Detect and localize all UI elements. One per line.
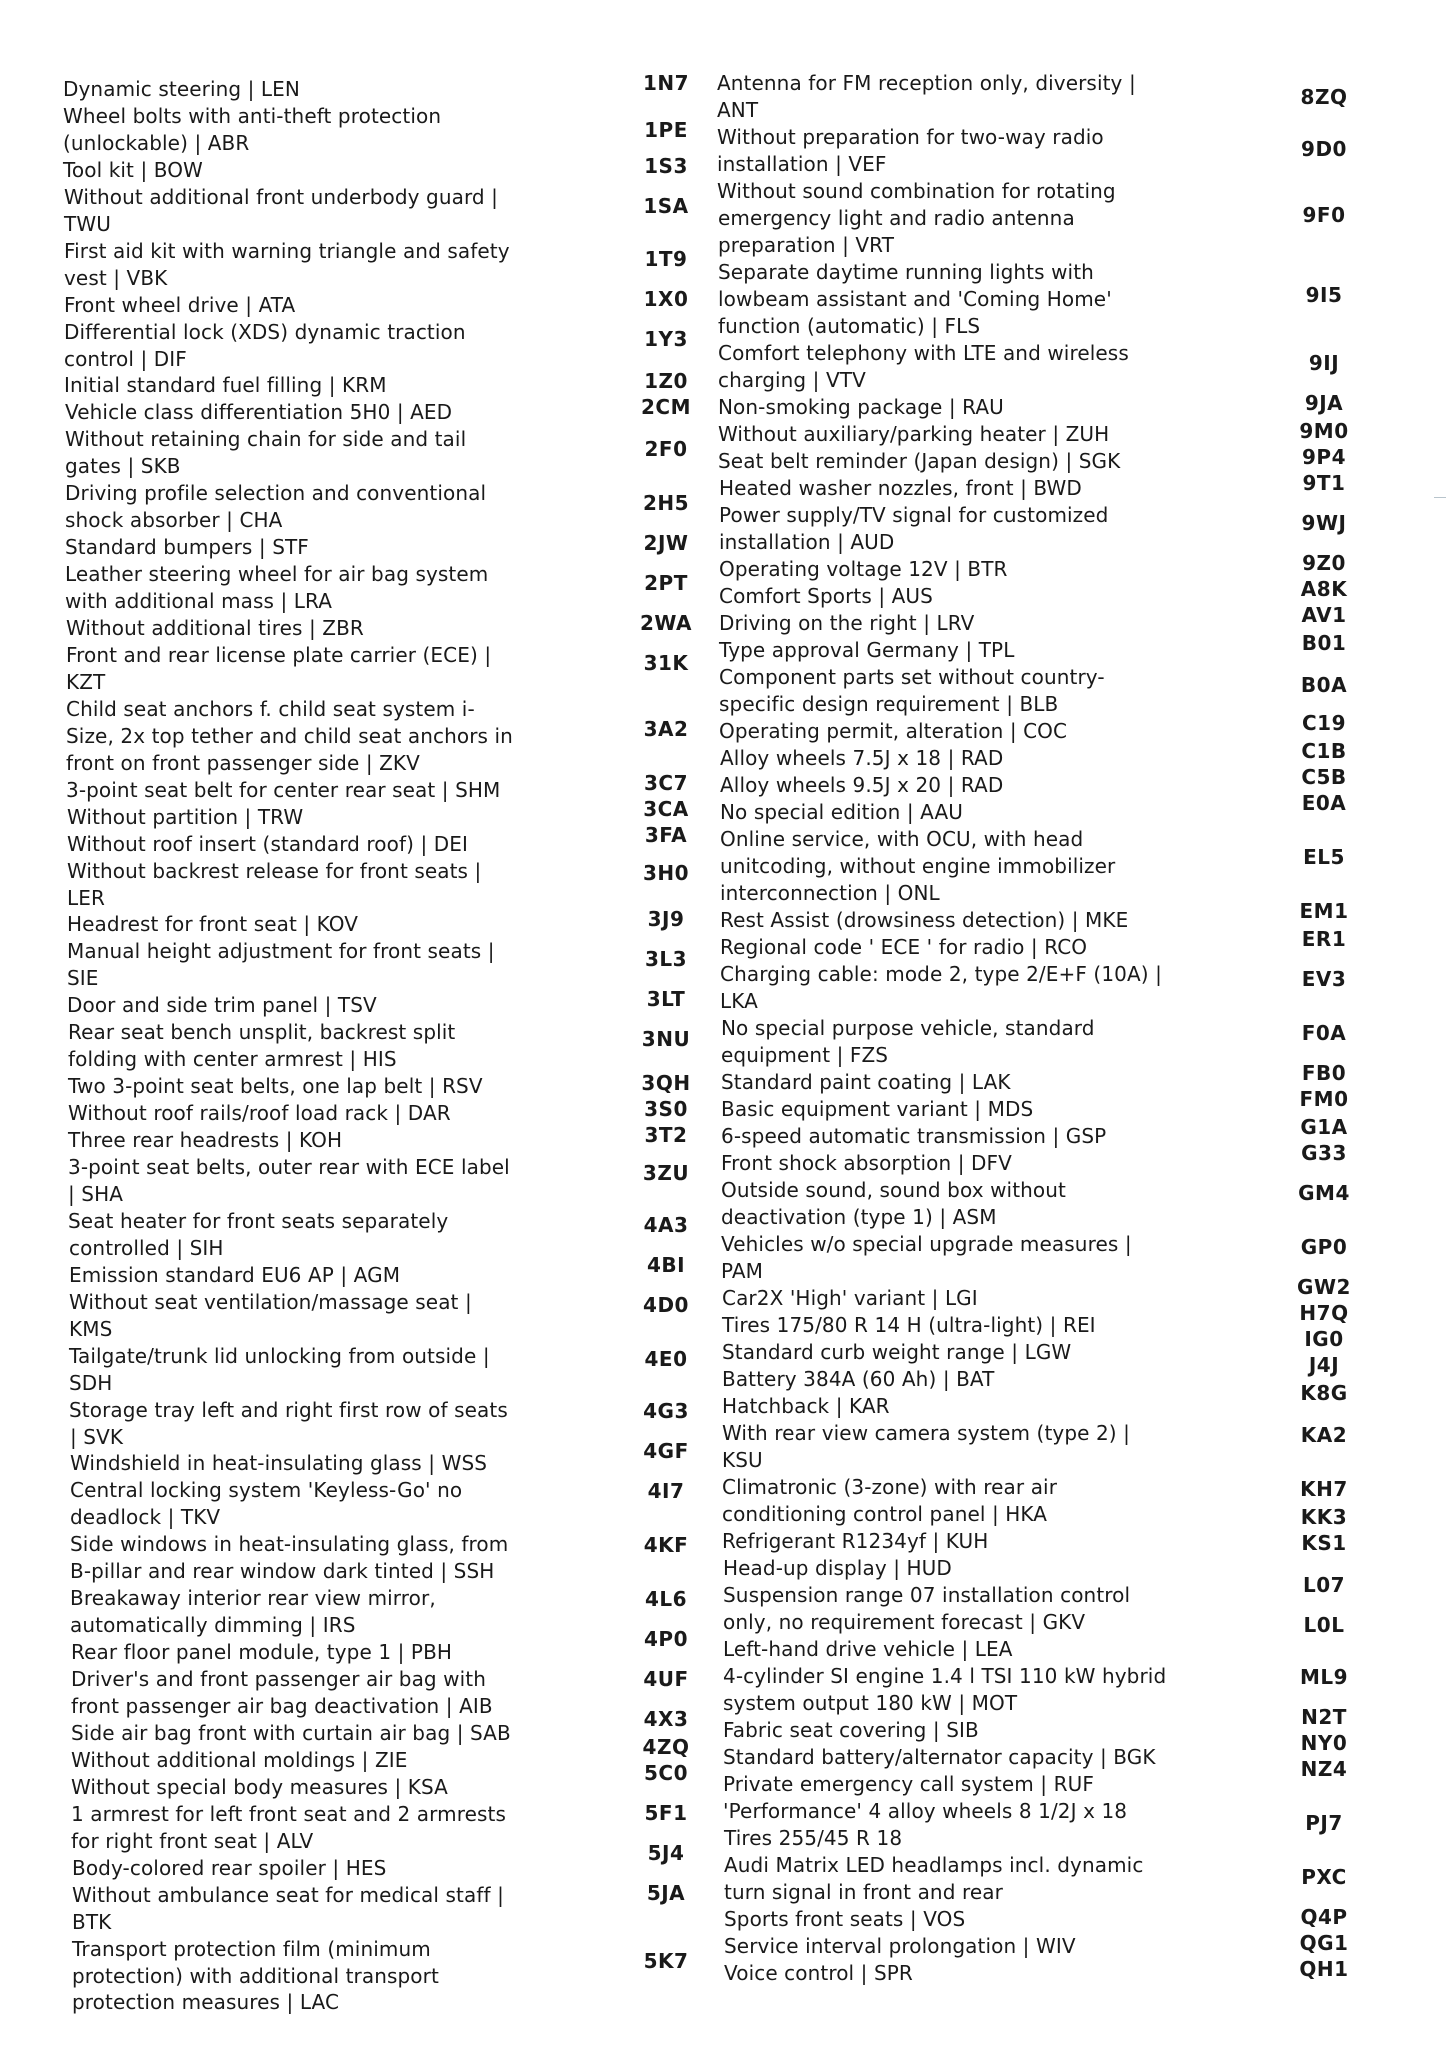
description-line: Headrest for front seat | KOV: [67, 912, 359, 936]
description-line: Suspension range 07 installation control: [723, 1583, 1131, 1607]
description-line: Side windows in heat-insulating glass, from: [70, 1532, 509, 1556]
option-code: 3L3: [644, 947, 688, 971]
option-code: NZ4: [1300, 1757, 1348, 1781]
description-line: Climatronic (3-zone) with rear air: [722, 1475, 1058, 1499]
description-line: Without preparation for two-way radio: [717, 125, 1104, 149]
description-line: Body-colored rear spoiler | HES: [72, 1856, 387, 1880]
option-code: 9JA: [1304, 391, 1344, 415]
option-code: Q4P: [1300, 1905, 1348, 1929]
description-line: (unlockable) | ABR: [63, 131, 250, 155]
option-code: NY0: [1300, 1731, 1348, 1755]
description-line: Breakaway interior rear view mirror,: [70, 1586, 436, 1610]
description-line: front on front passenger side | ZKV: [66, 751, 420, 775]
description-line: 4-cylinder SI engine 1.4 l TSI 110 kW hybrid: [723, 1664, 1167, 1688]
option-code: 4G3: [643, 1399, 689, 1423]
option-code: 9F0: [1302, 203, 1346, 227]
description-line: LER: [67, 886, 105, 910]
option-code: 1SA: [643, 194, 689, 218]
description-line: Online service, with OCU, with head: [720, 827, 1084, 851]
option-code: C19: [1301, 711, 1346, 735]
option-code: 3QH: [641, 1071, 691, 1095]
description-line: Standard bumpers | STF: [65, 535, 309, 559]
description-line: Operating voltage 12V | BTR: [719, 557, 1008, 581]
option-code: KH7: [1300, 1477, 1348, 1501]
option-code: FM0: [1299, 1087, 1349, 1111]
description-line: Without roof insert (standard roof) | DEI: [67, 832, 469, 856]
option-code: ER1: [1301, 927, 1347, 951]
description-line: Left-hand drive vehicle | LEA: [723, 1637, 1013, 1661]
option-code: 2H5: [642, 491, 690, 515]
description-line: folding with center armrest | HIS: [68, 1047, 397, 1071]
description-line: Component parts set without country-: [719, 665, 1105, 689]
description-line: Size, 2x top tether and child seat anchors in: [66, 724, 513, 748]
description-line: Rear seat bench unsplit, backrest split: [68, 1020, 456, 1044]
option-code: F0A: [1301, 1021, 1347, 1045]
description-line: Vehicle class differentiation 5H0 | AED: [65, 400, 453, 424]
description-line: installation | VEF: [717, 152, 887, 176]
description-line: Heated washer nozzles, front | BWD: [719, 476, 1082, 500]
option-code: 4KF: [643, 1533, 689, 1557]
description-line: Car2X 'High' variant | LGI: [722, 1286, 978, 1310]
option-code: KK3: [1300, 1505, 1348, 1529]
description-line: Front shock absorption | DFV: [721, 1151, 1012, 1175]
description-line: Outside sound, sound box without: [721, 1178, 1066, 1202]
description-line: KSU: [722, 1448, 763, 1472]
description-line: Sports front seats | VOS: [724, 1907, 966, 1931]
description-line: Standard battery/alternator capacity | BGK: [723, 1745, 1156, 1769]
option-code: 5J4: [647, 1841, 685, 1865]
description-line: Standard paint coating | LAK: [721, 1070, 1011, 1094]
description-line: preparation | VRT: [718, 233, 895, 257]
description-line: for right front seat | ALV: [71, 1829, 314, 1853]
option-code: 3T2: [644, 1123, 688, 1147]
description-line: Private emergency call system | RUF: [723, 1772, 1094, 1796]
description-line: vest | VBK: [64, 266, 168, 290]
option-code: AV1: [1301, 603, 1347, 627]
option-code: L0L: [1303, 1613, 1345, 1637]
description-line: Door and side trim panel | TSV: [67, 993, 377, 1017]
description-line: Tool kit | BOW: [63, 158, 203, 182]
description-line: Separate daytime running lights with: [718, 260, 1094, 284]
description-line: Driver's and front passenger air bag with: [71, 1667, 487, 1691]
description-line: 1 armrest for left front seat and 2 armrests: [71, 1802, 506, 1826]
description-line: Regional code ' ECE ' for radio | RCO: [720, 935, 1088, 959]
option-code: KS1: [1301, 1531, 1347, 1555]
description-line: With rear view camera system (type 2) |: [722, 1421, 1131, 1445]
description-line: PAM: [721, 1259, 764, 1283]
option-code: G33: [1301, 1141, 1347, 1165]
description-line: 3-point seat belt for center rear seat | SHM: [66, 778, 501, 802]
description-line: deadlock | TKV: [70, 1505, 221, 1529]
option-code: 2F0: [644, 437, 688, 461]
description-line: deactivation (type 1) | ASM: [721, 1205, 997, 1229]
description-line: Without auxiliary/parking heater | ZUH: [718, 422, 1110, 446]
description-line: Wheel bolts with anti-theft protection: [63, 104, 442, 128]
description-line: Without additional moldings | ZIE: [71, 1748, 408, 1772]
description-line: Basic equipment variant | MDS: [721, 1097, 1034, 1121]
option-code: 2CM: [641, 395, 691, 419]
option-code: 5F1: [644, 1801, 688, 1825]
description-line: KZT: [66, 670, 106, 694]
description-line: Without roof rails/roof load rack | DAR: [68, 1101, 451, 1125]
description-line: Without additional tires | ZBR: [66, 616, 364, 640]
description-line: Comfort telephony with LTE and wireless: [718, 341, 1129, 365]
description-line: conditioning control panel | HKA: [722, 1502, 1048, 1526]
description-line: Manual height adjustment for front seats |: [67, 939, 495, 963]
option-code: B01: [1301, 631, 1347, 655]
description-line: Without sound combination for rotating: [717, 179, 1116, 203]
option-code: 9M0: [1299, 419, 1349, 443]
description-line: Initial standard fuel filling | KRM: [64, 373, 387, 397]
option-code: 4D0: [643, 1293, 689, 1317]
description-line: automatically dimming | IRS: [70, 1613, 356, 1637]
description-line: interconnection | ONL: [720, 881, 940, 905]
description-line: with additional mass | LRA: [65, 589, 333, 613]
description-line: Tires 255/45 R 18: [724, 1826, 903, 1850]
description-line: Rear floor panel module, type 1 | PBH: [71, 1640, 453, 1664]
description-line: Front wheel drive | ATA: [64, 293, 296, 317]
description-line: Without backrest release for front seats |: [67, 859, 482, 883]
option-code: 1T9: [644, 247, 688, 271]
description-line: Without ambulance seat for medical staff |: [72, 1883, 504, 1907]
option-code: PXC: [1301, 1865, 1347, 1889]
option-code: 9P4: [1302, 445, 1346, 469]
description-line: Alloy wheels 9.5J x 20 | RAD: [720, 773, 1004, 797]
description-line: Fabric seat covering | SIB: [723, 1718, 979, 1742]
description-line: Service interval prolongation | WIV: [724, 1934, 1076, 1958]
option-code: 3C7: [643, 771, 688, 795]
description-line: B-pillar and rear window dark tinted | SSH: [70, 1559, 495, 1583]
option-code: ML9: [1299, 1665, 1349, 1689]
option-code: 3LT: [646, 987, 686, 1011]
option-code: 3J9: [647, 907, 685, 931]
option-code: 4P0: [644, 1627, 688, 1651]
option-code: 9D0: [1301, 137, 1347, 161]
description-line: | SHA: [68, 1182, 124, 1206]
description-line: Alloy wheels 7.5J x 18 | RAD: [720, 746, 1004, 770]
option-code: 9I5: [1305, 283, 1343, 307]
description-line: Tires 175/80 R 14 H (ultra-light) | REI: [722, 1313, 1096, 1337]
description-line: Seat heater for front seats separately: [68, 1209, 449, 1233]
option-code: J4J: [1308, 1353, 1340, 1377]
description-line: equipment | FZS: [721, 1043, 889, 1067]
option-code: 2JW: [643, 531, 689, 555]
option-code: QH1: [1299, 1957, 1349, 1981]
description-line: Tailgate/trunk lid unlocking from outside |: [69, 1344, 490, 1368]
description-line: Comfort Sports | AUS: [719, 584, 933, 608]
description-line: Differential lock (XDS) dynamic traction: [64, 320, 466, 344]
option-code: C5B: [1301, 765, 1347, 789]
option-code: C1B: [1301, 739, 1347, 763]
description-line: charging | VTV: [718, 368, 866, 392]
option-code: 4ZQ: [642, 1735, 690, 1759]
description-line: Without retaining chain for side and tail: [65, 427, 467, 451]
description-line: Three rear headrests | KOH: [68, 1128, 343, 1152]
description-line: function (automatic) | FLS: [718, 314, 981, 338]
option-code: 3FA: [644, 823, 688, 847]
option-code: 2PT: [644, 571, 688, 595]
option-code: 5JA: [646, 1881, 686, 1905]
option-code: 4GF: [643, 1439, 689, 1463]
option-code: EV3: [1301, 967, 1347, 991]
option-code: GP0: [1300, 1235, 1348, 1259]
description-line: Operating permit, alteration | COC: [719, 719, 1068, 743]
description-line: Vehicles w/o special upgrade measures |: [721, 1232, 1132, 1256]
description-line: turn signal in front and rear: [724, 1880, 1003, 1904]
description-line: emergency light and radio antenna: [718, 206, 1075, 230]
option-code: 4X3: [643, 1707, 689, 1731]
option-code: 1X0: [643, 287, 689, 311]
description-line: | SVK: [70, 1425, 124, 1449]
option-code: 9WJ: [1301, 511, 1347, 535]
description-line: Refrigerant R1234yf | KUH: [722, 1529, 989, 1553]
description-line: Driving on the right | LRV: [719, 611, 975, 635]
description-line: Without additional front underbody guard |: [64, 185, 499, 209]
description-line: Storage tray left and right first row of seats: [69, 1398, 508, 1422]
description-line: Without seat ventilation/massage seat |: [69, 1290, 472, 1314]
description-line: Hatchback | KAR: [722, 1394, 890, 1418]
description-line: specific design requirement | BLB: [719, 692, 1059, 716]
description-line: Battery 384A (60 Ah) | BAT: [722, 1367, 995, 1391]
description-line: lowbeam assistant and 'Coming Home': [718, 287, 1112, 311]
description-line: only, no requirement forecast | GKV: [723, 1610, 1086, 1634]
option-code: EL5: [1303, 845, 1345, 869]
option-code: B0A: [1300, 673, 1348, 697]
option-code: 4E0: [644, 1347, 688, 1371]
description-line: shock absorber | CHA: [65, 508, 283, 532]
option-code: 9IJ: [1308, 351, 1340, 375]
option-code: 1Z0: [644, 369, 688, 393]
description-line: gates | SKB: [65, 454, 181, 478]
description-line: Standard curb weight range | LGW: [722, 1340, 1072, 1364]
description-line: unitcoding, without engine immobilizer: [720, 854, 1116, 878]
description-line: Power supply/TV signal for customized: [719, 503, 1109, 527]
description-line: Head-up display | HUD: [723, 1556, 952, 1580]
description-line: Non-smoking package | RAU: [718, 395, 1004, 419]
description-line: Audi Matrix LED headlamps incl. dynamic: [724, 1853, 1144, 1877]
description-line: Emission standard EU6 AP | AGM: [69, 1263, 401, 1287]
description-line: Central locking system 'Keyless-Go' no: [70, 1478, 463, 1502]
description-line: No special edition | AAU: [720, 800, 963, 824]
option-code: 5C0: [643, 1761, 688, 1785]
option-code: N2T: [1301, 1705, 1347, 1729]
option-code: IG0: [1304, 1327, 1344, 1351]
description-line: 6-speed automatic transmission | GSP: [721, 1124, 1107, 1148]
option-code: 9Z0: [1302, 551, 1346, 575]
option-code: 3ZU: [642, 1161, 690, 1185]
description-line: Charging cable: mode 2, type 2/E+F (10A) |: [720, 962, 1162, 986]
description-line: SDH: [69, 1371, 113, 1395]
option-code: E0A: [1301, 791, 1347, 815]
description-line: Front and rear license plate carrier (ECE) |: [66, 643, 492, 667]
option-code: 4BI: [646, 1253, 686, 1277]
option-code: 4A3: [643, 1213, 689, 1237]
description-line: protection measures | LAC: [72, 1990, 340, 2014]
option-code: KA2: [1300, 1423, 1348, 1447]
description-line: KMS: [69, 1317, 113, 1341]
option-code: 1N7: [642, 71, 690, 95]
description-line: Antenna for FM reception only, diversity |: [717, 71, 1136, 95]
description-line: installation | AUD: [719, 530, 895, 554]
description-line: Transport protection film (minimum: [72, 1937, 431, 1961]
description-line: Windshield in heat-insulating glass | WSS: [70, 1451, 488, 1475]
description-line: controlled | SIH: [69, 1236, 224, 1260]
description-line: Side air bag front with curtain air bag | SAB: [71, 1721, 511, 1745]
description-line: ANT: [717, 98, 759, 122]
option-code: 5K7: [643, 1949, 689, 1973]
description-line: Child seat anchors f. child seat system i-: [66, 697, 475, 721]
option-code: GM4: [1298, 1181, 1350, 1205]
option-code: 9T1: [1302, 471, 1346, 495]
description-line: Leather steering wheel for air bag system: [65, 562, 489, 586]
option-code: G1A: [1300, 1115, 1348, 1139]
description-line: TWU: [64, 212, 111, 236]
option-code: EM1: [1299, 899, 1349, 923]
option-code: 3H0: [642, 861, 690, 885]
option-code: 4L6: [644, 1587, 688, 1611]
description-line: LKA: [720, 989, 758, 1013]
option-code: L07: [1302, 1573, 1346, 1597]
description-line: control | DIF: [64, 347, 187, 371]
description-line: Driving profile selection and conventional: [65, 481, 487, 505]
option-code: 8ZQ: [1300, 85, 1348, 109]
option-code: H7Q: [1299, 1301, 1349, 1325]
description-line: Without partition | TRW: [67, 805, 304, 829]
description-line: BTK: [72, 1910, 112, 1934]
option-code: PJ7: [1305, 1811, 1343, 1835]
option-code: A8K: [1300, 577, 1348, 601]
description-line: protection) with additional transport: [72, 1964, 439, 1988]
option-code: GW2: [1297, 1275, 1351, 1299]
description-line: 3-point seat belts, outer rear with ECE label: [68, 1155, 510, 1179]
description-line: First aid kit with warning triangle and safety: [64, 239, 510, 263]
option-code: 31K: [643, 651, 689, 675]
option-code: 1S3: [644, 154, 688, 178]
option-code: 1Y3: [644, 327, 688, 351]
option-code: 3A2: [643, 717, 689, 741]
scan-edge-mark: [1434, 497, 1446, 498]
description-line: Voice control | SPR: [724, 1961, 913, 1985]
description-line: Dynamic steering | LEN: [63, 77, 300, 101]
option-code: 3S0: [644, 1097, 688, 1121]
option-code: QG1: [1299, 1931, 1349, 1955]
description-line: Two 3-point seat belts, one lap belt | RSV: [68, 1074, 483, 1098]
option-code: K8G: [1300, 1381, 1348, 1405]
option-code: 2WA: [639, 611, 693, 635]
description-line: front passenger air bag deactivation | AIB: [71, 1694, 493, 1718]
option-code: FB0: [1301, 1061, 1347, 1085]
description-line: system output 180 kW | MOT: [723, 1691, 1018, 1715]
description-line: Rest Assist (drowsiness detection) | MKE: [720, 908, 1129, 932]
option-code: 3CA: [643, 797, 689, 821]
description-line: Seat belt reminder (Japan design) | SGK: [718, 449, 1121, 473]
description-line: No special purpose vehicle, standard: [721, 1016, 1095, 1040]
option-code: 4I7: [647, 1479, 685, 1503]
description-line: Without special body measures | KSA: [71, 1775, 448, 1799]
option-code: 1PE: [644, 118, 688, 142]
description-line: SIE: [67, 966, 99, 990]
description-line: 'Performance' 4 alloy wheels 8 1/2J x 18: [723, 1799, 1128, 1823]
option-code: 3NU: [641, 1027, 691, 1051]
option-code: 4UF: [643, 1667, 689, 1691]
description-line: Type approval Germany | TPL: [719, 638, 1015, 662]
